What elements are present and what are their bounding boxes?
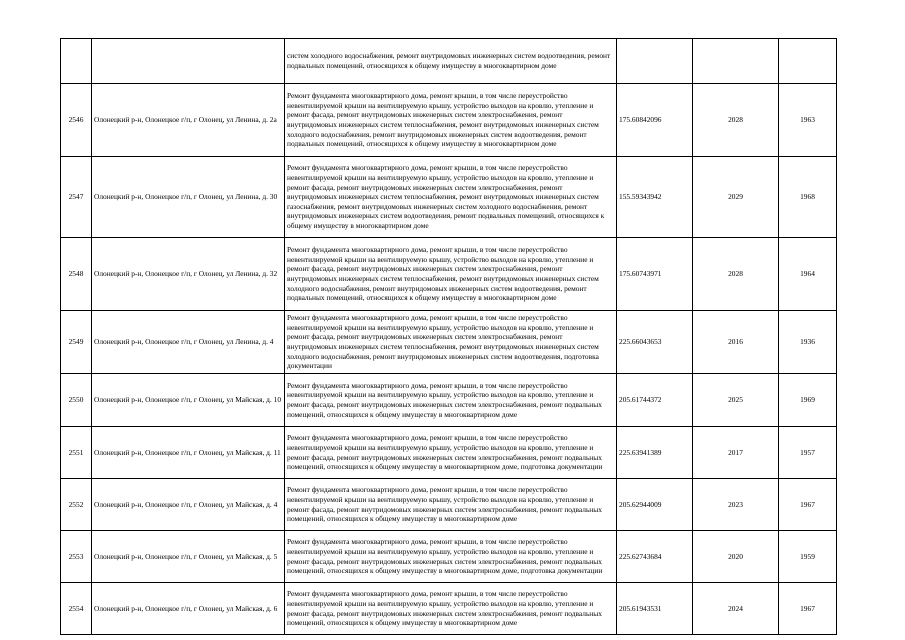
repair-year-cell: 2017 xyxy=(693,427,779,479)
cost-cell xyxy=(617,39,693,84)
works-cell xyxy=(285,84,617,157)
table-row xyxy=(61,39,837,84)
build-year-cell: 1969 xyxy=(779,374,837,427)
cost-cell: 155.59343942 xyxy=(617,157,693,238)
address-cell xyxy=(92,39,285,84)
address-cell: Олонецкий р-н, Олонецкое г/п, г Олонец, ул Ленина, д. 2а xyxy=(92,84,285,157)
repair-year-cell: 2023 xyxy=(693,479,779,531)
repair-year-cell: 2025 xyxy=(693,374,779,427)
address-cell: Олонецкий р-н, Олонецкое г/п, г Олонец, ул Ленина, д. 32 xyxy=(92,238,285,311)
works-text: Ремонт фундамента многоквартирного дома, ремонт крыши, в том числе переустройство невентилируемой крыши на вентилируемую крышу, устройство выходов на кровлю, утепление и ремонт фасада, ремонт внутридомовых инженерных систем электроснабжения, ремонт внутридомовых инженерных систем теплоснабжения, ремонт внутридомовых инженерных систем холодного водоснабжения, ремонт внутридомовых инженерных систем водоотведения, ремонт подвальных помещений, относящихся к общему имуществу в многоквартирном доме xyxy=(287,245,599,303)
address-cell: Олонецкий р-н, Олонецкое г/п, г Олонец, ул Майская, д. 4 xyxy=(92,479,285,531)
address-cell: Олонецкий р-н, Олонецкое г/п, г Олонец, ул Ленина, д. 30 xyxy=(92,157,285,238)
repair-year-cell: 2020 xyxy=(693,531,779,583)
row-number: 2552 xyxy=(61,479,92,531)
table-row xyxy=(61,374,837,427)
row-number xyxy=(61,39,92,84)
table-row xyxy=(61,531,837,583)
works-text: Ремонт фундамента многоквартирного дома, ремонт крыши, в том числе переустройство невентилируемой крыши на вентилируемую крышу, устройство выходов на кровлю, утепление и ремонт фасада, ремонт внутридомовых инженерных систем электроснабжения, ремонт внутридомовых инженерных систем теплоснабжения, ремонт внутридомовых инженерных систем газоснабжения, ремонт внутридомовых инженерных систем холодного водоснабжения, ремонт внутридомовых инженерных систем водоотведения, ремонт подвальных помещений, относящихся к общему имуществу в многоквартирном доме xyxy=(287,163,605,230)
row-number: 2551 xyxy=(61,427,92,479)
repair-year-cell: 2028 xyxy=(693,238,779,311)
cost-cell: 205.61744372 xyxy=(617,374,693,427)
table-row xyxy=(61,311,837,374)
works-text: систем холодного водоснабжения, ремонт внутридомовых инженерных систем водоотведения, ремонт подвальных помещений, относящихся к общему имуществу в многоквартирном доме xyxy=(287,51,611,70)
cost-cell: 205.61943531 xyxy=(617,583,693,635)
row-number: 2548 xyxy=(61,238,92,311)
address-cell: Олонецкий р-н, Олонецкое г/п, г Олонец, ул Майская, д. 5 xyxy=(92,531,285,583)
row-number: 2546 xyxy=(61,84,92,157)
address-cell: Олонецкий р-н, Олонецкое г/п, г Олонец, ул Ленина, д. 4 xyxy=(92,311,285,374)
works-cell xyxy=(285,157,617,238)
cost-cell: 225.63941389 xyxy=(617,427,693,479)
row-number: 2553 xyxy=(61,531,92,583)
build-year-cell: 1959 xyxy=(779,531,837,583)
works-text: Ремонт фундамента многоквартирного дома, ремонт крыши, в том числе переустройство невентилируемой крыши на вентилируемую крышу, устройство выходов на кровлю, утепление и ремонт фасада, ремонт внутридомовых инженерных систем электроснабжения, ремонт подвальных помещений, относящихся к общему имуществу в многоквартирном доме, подготовка документации xyxy=(287,537,603,576)
works-cell xyxy=(285,531,617,583)
works-cell xyxy=(285,238,617,311)
address-cell: Олонецкий р-н, Олонецкое г/п, г Олонец, ул Майская, д. 6 xyxy=(92,583,285,635)
works-cell xyxy=(285,583,617,635)
row-number: 2549 xyxy=(61,311,92,374)
row-number: 2550 xyxy=(61,374,92,427)
works-text: Ремонт фундамента многоквартирного дома, ремонт крыши, в том числе переустройство невентилируемой крыши на вентилируемую крышу, устройство выходов на кровлю, утепление и ремонт фасада, ремонт внутридомовых инженерных систем электроснабжения, ремонт подвальных помещений, относящихся к общему имуществу в многоквартирном доме xyxy=(287,589,602,628)
address-cell: Олонецкий р-н, Олонецкое г/п, г Олонец, ул Майская, д. 11 xyxy=(92,427,285,479)
repair-year-cell: 2024 xyxy=(693,583,779,635)
build-year-cell: 1936 xyxy=(779,311,837,374)
works-cell xyxy=(285,374,617,427)
cost-cell: 225.62743684 xyxy=(617,531,693,583)
table-row xyxy=(61,583,837,635)
build-year-cell xyxy=(779,39,837,84)
row-number: 2547 xyxy=(61,157,92,238)
repair-year-cell: 2016 xyxy=(693,311,779,374)
table-row xyxy=(61,427,837,479)
repair-year-cell: 2029 xyxy=(693,157,779,238)
build-year-cell: 1968 xyxy=(779,157,837,238)
build-year-cell: 1964 xyxy=(779,238,837,311)
build-year-cell: 1967 xyxy=(779,583,837,635)
cost-cell: 225.66043653 xyxy=(617,311,693,374)
capital-repair-table xyxy=(60,38,837,635)
cost-cell: 205.62944009 xyxy=(617,479,693,531)
address-cell: Олонецкий р-н, Олонецкое г/п, г Олонец, ул Майская, д. 10 xyxy=(92,374,285,427)
cost-cell: 175.60842096 xyxy=(617,84,693,157)
table-row xyxy=(61,479,837,531)
cost-cell: 175.60743971 xyxy=(617,238,693,311)
works-text: Ремонт фундамента многоквартирного дома, ремонт крыши, в том числе переустройство невентилируемой крыши на вентилируемую крышу, устройство выходов на кровлю, утепление и ремонт фасада, ремонт внутридомовых инженерных систем электроснабжения, ремонт подвальных помещений, относящихся к общему имуществу в многоквартирном доме, подготовка документации xyxy=(287,433,603,472)
table-row xyxy=(61,238,837,311)
build-year-cell: 1957 xyxy=(779,427,837,479)
repair-year-cell xyxy=(693,39,779,84)
works-cell xyxy=(285,311,617,374)
works-text: Ремонт фундамента многоквартирного дома, ремонт крыши, в том числе переустройство невентилируемой крыши на вентилируемую крышу, устройство выходов на кровлю, утепление и ремонт фасада, ремонт внутридомовых инженерных систем электроснабжения, ремонт подвальных помещений, относящихся к общему имуществу в многоквартирном доме xyxy=(287,485,602,524)
build-year-cell: 1963 xyxy=(779,84,837,157)
row-number: 2554 xyxy=(61,583,92,635)
works-cell xyxy=(285,479,617,531)
table-row xyxy=(61,157,837,238)
works-text: Ремонт фундамента многоквартирного дома, ремонт крыши, в том числе переустройство невентилируемой крыши на вентилируемую крышу, устройство выходов на кровлю, утепление и ремонт фасада, ремонт внутридомовых инженерных систем электроснабжения, ремонт внутридомовых инженерных систем теплоснабжения, ремонт внутридомовых инженерных систем холодного водоснабжения, ремонт внутридомовых инженерных систем водоотведения, подготовка документации xyxy=(287,313,599,371)
build-year-cell: 1967 xyxy=(779,479,837,531)
works-text: Ремонт фундамента многоквартирного дома, ремонт крыши, в том числе переустройство невентилируемой крыши на вентилируемую крышу, устройство выходов на кровлю, утепление и ремонт фасада, ремонт внутридомовых инженерных систем электроснабжения, ремонт внутридомовых инженерных систем теплоснабжения, ремонт внутридомовых инженерных систем холодного водоснабжения, ремонт внутридомовых инженерных систем водоотведения, ремонт подвальных помещений, относящихся к общему имуществу в многоквартирном доме xyxy=(287,91,599,149)
works-cell xyxy=(285,39,617,84)
table-row xyxy=(61,84,837,157)
works-cell xyxy=(285,427,617,479)
works-text: Ремонт фундамента многоквартирного дома, ремонт крыши, в том числе переустройство невентилируемой крыши на вентилируемую крышу, устройство выходов на кровлю, утепление и ремонт фасада, ремонт внутридомовых инженерных систем электроснабжения, ремонт подвальных помещений, относящихся к общему имуществу в многоквартирном доме xyxy=(287,380,602,419)
repair-year-cell: 2028 xyxy=(693,84,779,157)
